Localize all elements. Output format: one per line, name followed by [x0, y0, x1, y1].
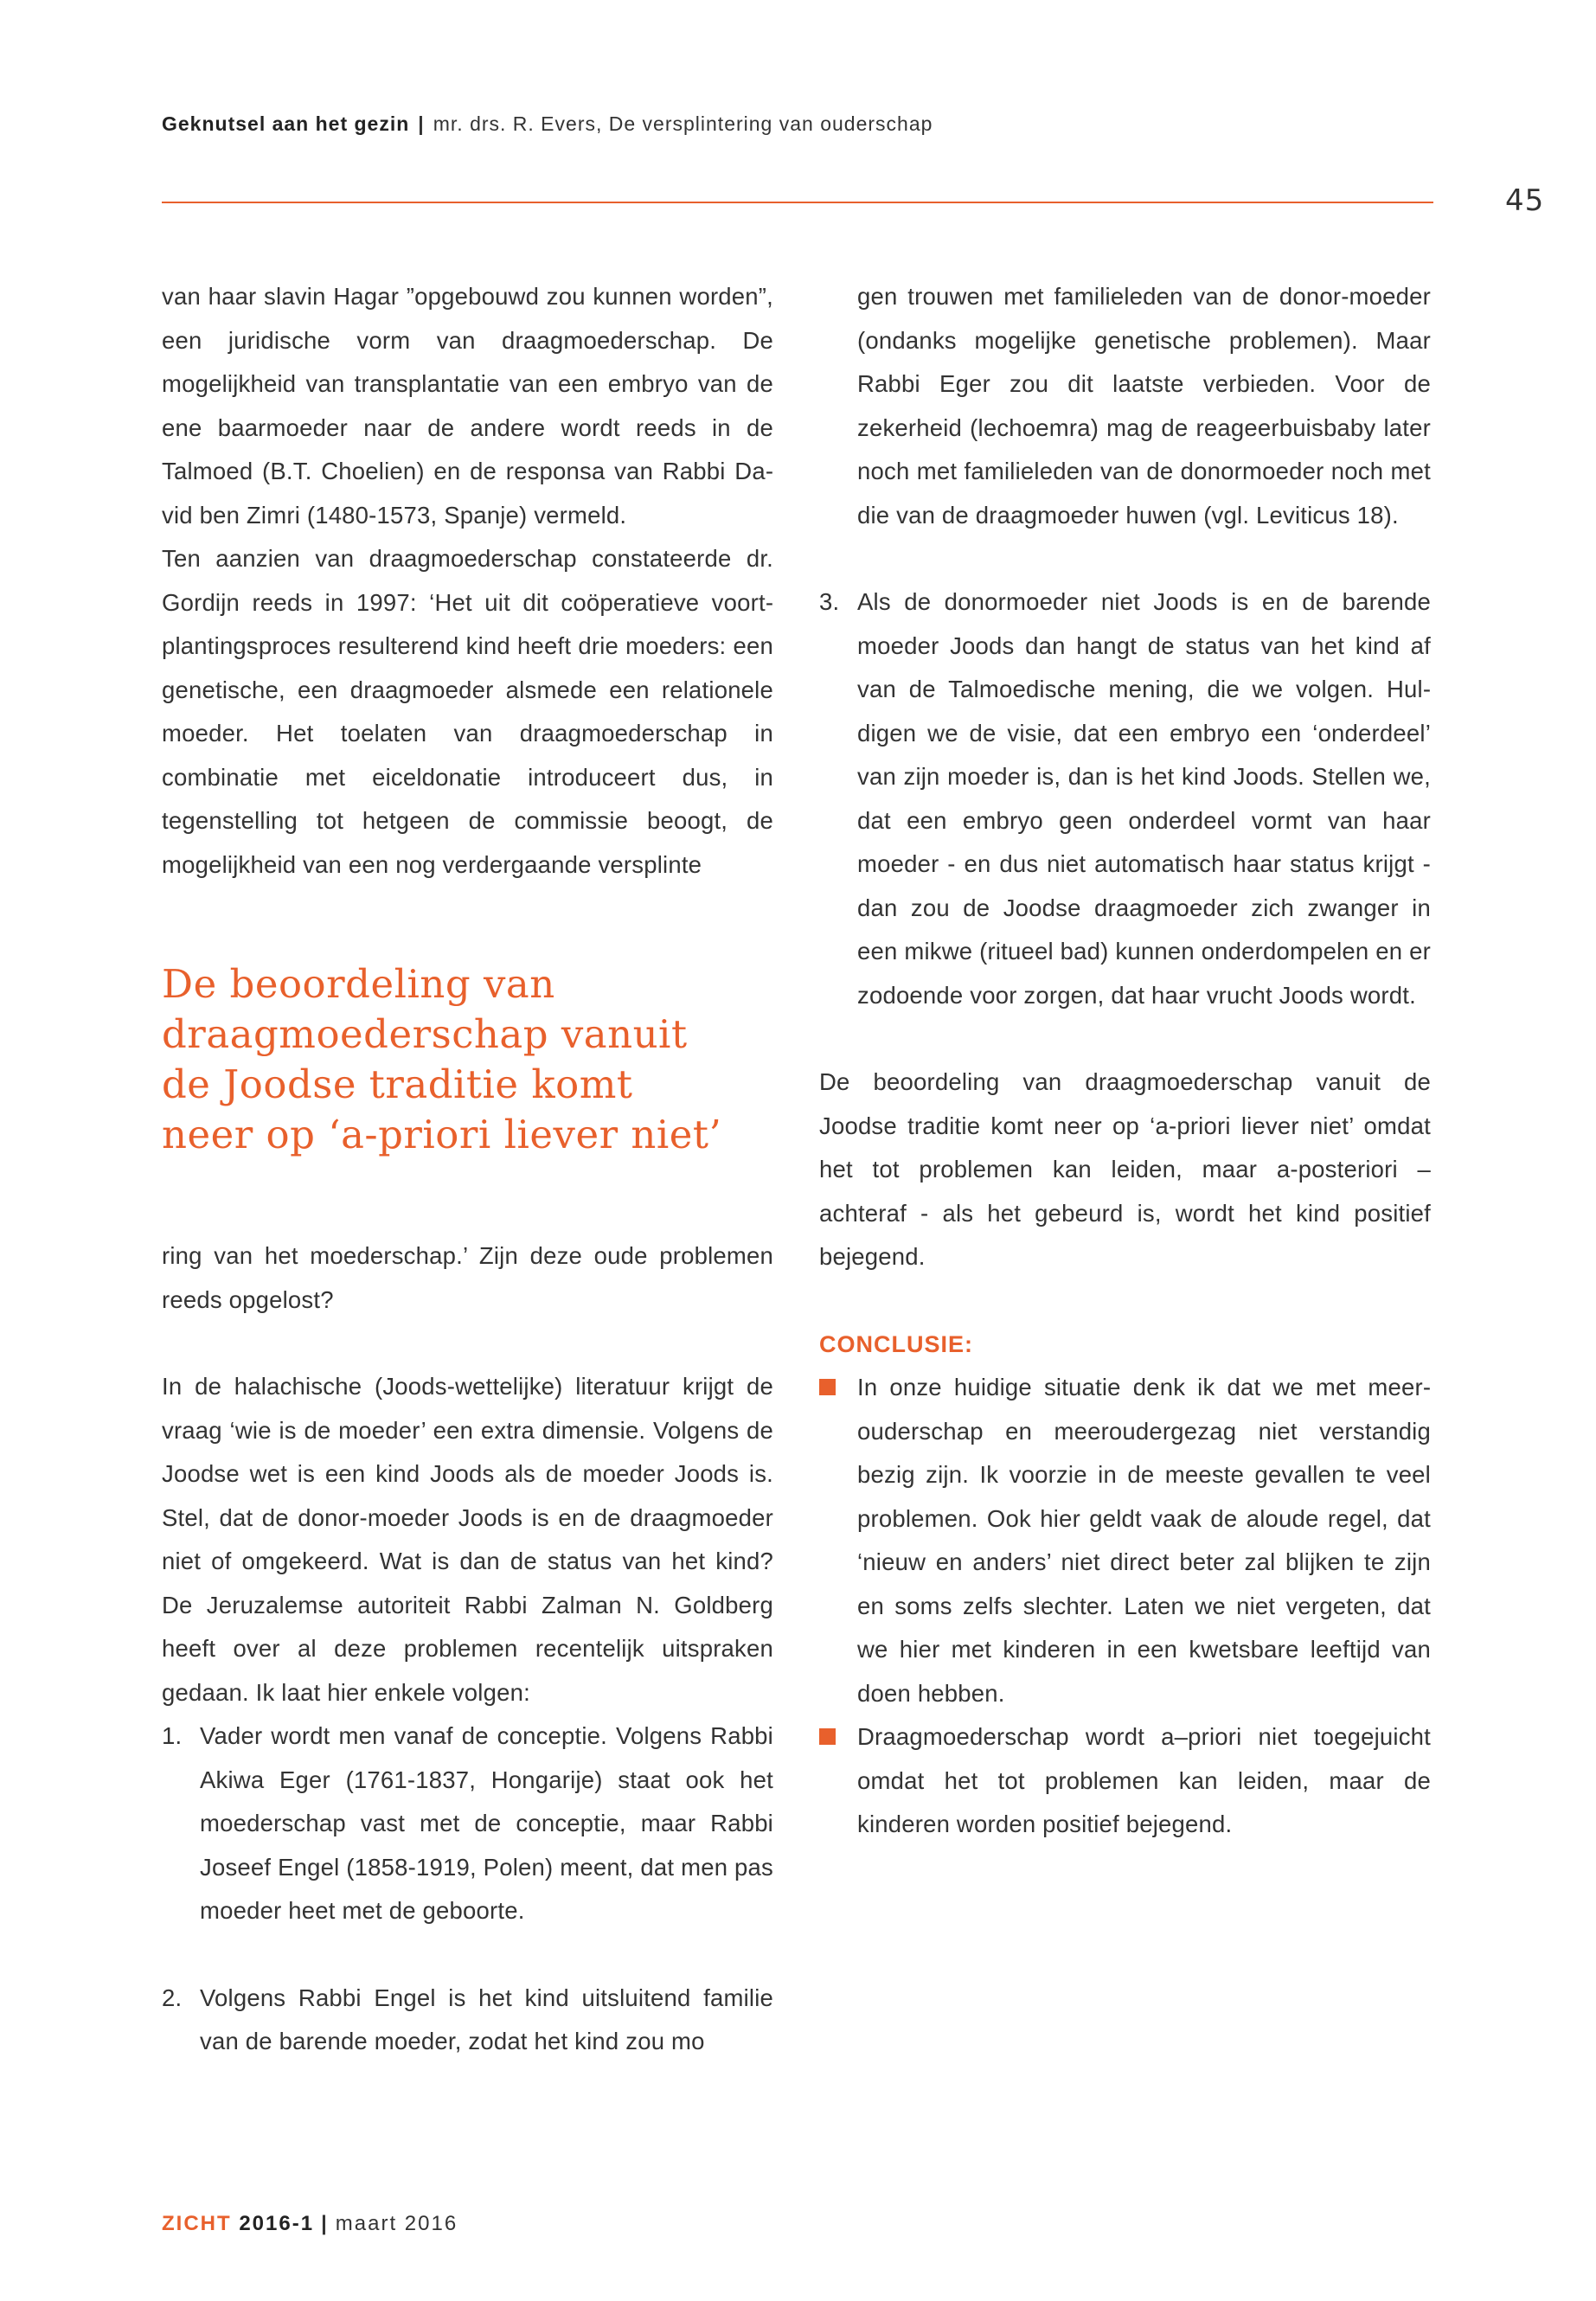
paragraph: ring van het moederschap.’ Zijn deze oude problemen reeds opgelost?: [162, 1242, 773, 1313]
bullet-text: In onze huidige situatie denk ik dat we met meerouderschap en meeroudergezag niet verstandig bezig zijn. Ik voorzie in de meeste gevallen te veel problemen. Ook hier geldt vaak de aloude regel, dat ‘nieuw en anders’ niet direct beter zal blijken te zijn en soms zelfs slechter. Laten we niet vergeten, dat we hier met kinderen in een kwetsbare leeftijd van doen hebben.: [857, 1374, 1431, 1707]
heading-line: de Joodse traditie komt: [162, 1061, 633, 1107]
running-header: [162, 112, 933, 136]
list-number: 2.: [162, 1984, 183, 2011]
paragraph: In de halachische (Joods-wettelijke) literatuur krijgt de vraag ‘wie is de moeder’ een extra dimensie. Volgens de Joodse wet is een kind Joods als de moeder Joods is. Stel, dat de donor-moeder Joods is en de draagmoeder niet of omgekeerd. Wat is dan de status van het kind? De Jeruzalemse autoriteit Rabbi Zalman N. Goldberg heeft over al deze problemen recentelijk uitspraken gedaan. Ik laat hier enkele volgen:: [162, 1373, 773, 1706]
list-number: 1.: [162, 1722, 183, 1749]
heading-line: draagmoederschap vanuit: [162, 1011, 688, 1057]
footer-separator: |: [321, 2212, 329, 2235]
list-number: 3.: [819, 588, 840, 615]
list-item-text: Vader wordt men vanaf de conceptie. Volgens Rabbi Akiwa Eger (1761-1837, Hongarije) staat ook het moederschap vast met de conceptie, maar Rabbi Joseef Engel (1858-1919, Polen) meent, dat men pas moeder heet met de geboorte.: [200, 1722, 773, 1924]
list-item-continued: [819, 275, 1431, 537]
heading-line: neer op ‘a-priori liever niet’: [162, 1112, 722, 1157]
list-item: [162, 1977, 773, 2064]
header-rule: [162, 202, 1433, 203]
paragraph: De beoordeling van draagmoederschap vanuit de Joodse traditie komt neer op ‘a-priori liever niet’ omdat het tot problemen kan leiden, maar a-posteriori – achteraf - als het gebeurd is, wordt het kind positief bejegend.: [819, 1068, 1431, 1270]
bullet-item: [819, 1366, 1431, 1715]
list-item-text: Als de donormoeder niet Joods is en de barende moeder Joods dan hangt de status van het kind af van de Talmoedische mening, die we volgen. Huldigen we de visie, dat een embryo een ‘onderdeel’ van zijn moeder is, dan is het kind Joods. Stellen we, dat een embryo geen onderdeel vormt van haar moeder - en dus niet automatisch haar status krijgt - dan zou de Joodse draagmoeder zich zwanger in een mikwe (ritueel bad) kunnen onderdompelen en er zodoende voor zorgen, dat haar vrucht Joods wordt.: [857, 588, 1431, 1009]
header-section-title: Geknutsel aan het gezin: [162, 112, 410, 135]
heading-line: De beoordeling van: [162, 961, 555, 1007]
header-separator: |: [418, 112, 425, 135]
bullet-text: Draagmoederschap wordt a–priori niet toegejuicht omdat het tot problemen kan leiden, maar de kinderen worden positief bejegend.: [857, 1723, 1431, 1837]
page-footer: [162, 2212, 458, 2236]
conclusion-heading: CONCLUSIE:: [819, 1330, 973, 1357]
paragraph: van haar slavin Hagar ”opgebouwd zou kunnen worden”, een juridische vorm van draagmoederschap. De mogelijkheid van transplantatie van een embryo van de ene baarmoeder naar de andere wordt reeds in de Talmoed (B.T. Choelien) en de responsa van Rabbi David ben Zimri (1480-1573, Spanje) vermeld.: [162, 283, 773, 529]
left-column: [162, 275, 773, 2064]
paragraph: Ten aanzien van draagmoederschap constateerde dr. Gordijn reeds in 1997: ‘Het uit dit coöperatieve voortplantingsproces resulterend kind heeft drie moeders: een genetische, een draagmoeder alsmede een relationele moeder. Het toelaten van draagmoederschap in combinatie met eiceldonatie introduceert dus, in tegenstelling tot hetgeen de commissie beoogt, de mogelijkheid van een nog verdergaande versplinte: [162, 545, 773, 878]
list-item: [162, 1715, 773, 1933]
page-number: 45: [1505, 183, 1545, 218]
orange-square-bullet-icon: [819, 1379, 836, 1395]
list-item: [819, 580, 1431, 1017]
footer-issue: 2016-1: [239, 2212, 315, 2235]
right-column: [819, 275, 1431, 1847]
list-item-text: gen trouwen met familieleden van de donor-moeder (ondanks mogelijke genetische problemen). Maar Rabbi Eger zou dit laatste verbieden. Voor de zekerheid (lechoemra) mag de reageerbuisbaby later noch met familieleden van de donormoeder noch met die van de draagmoeder huwen (vgl. Leviticus 18).: [857, 283, 1431, 529]
pull-quote-heading: [162, 959, 773, 1160]
footer-brand: ZICHT: [162, 2212, 232, 2235]
footer-date: maart 2016: [335, 2212, 458, 2235]
list-item-text: Volgens Rabbi Engel is het kind uitsluitend familie van de barende moeder, zodat het kind zou mo: [200, 1984, 773, 2054]
header-byline: mr. drs. R. Evers, De versplintering van ouderschap: [433, 112, 933, 135]
orange-square-bullet-icon: [819, 1728, 836, 1745]
bullet-item: [819, 1715, 1431, 1847]
